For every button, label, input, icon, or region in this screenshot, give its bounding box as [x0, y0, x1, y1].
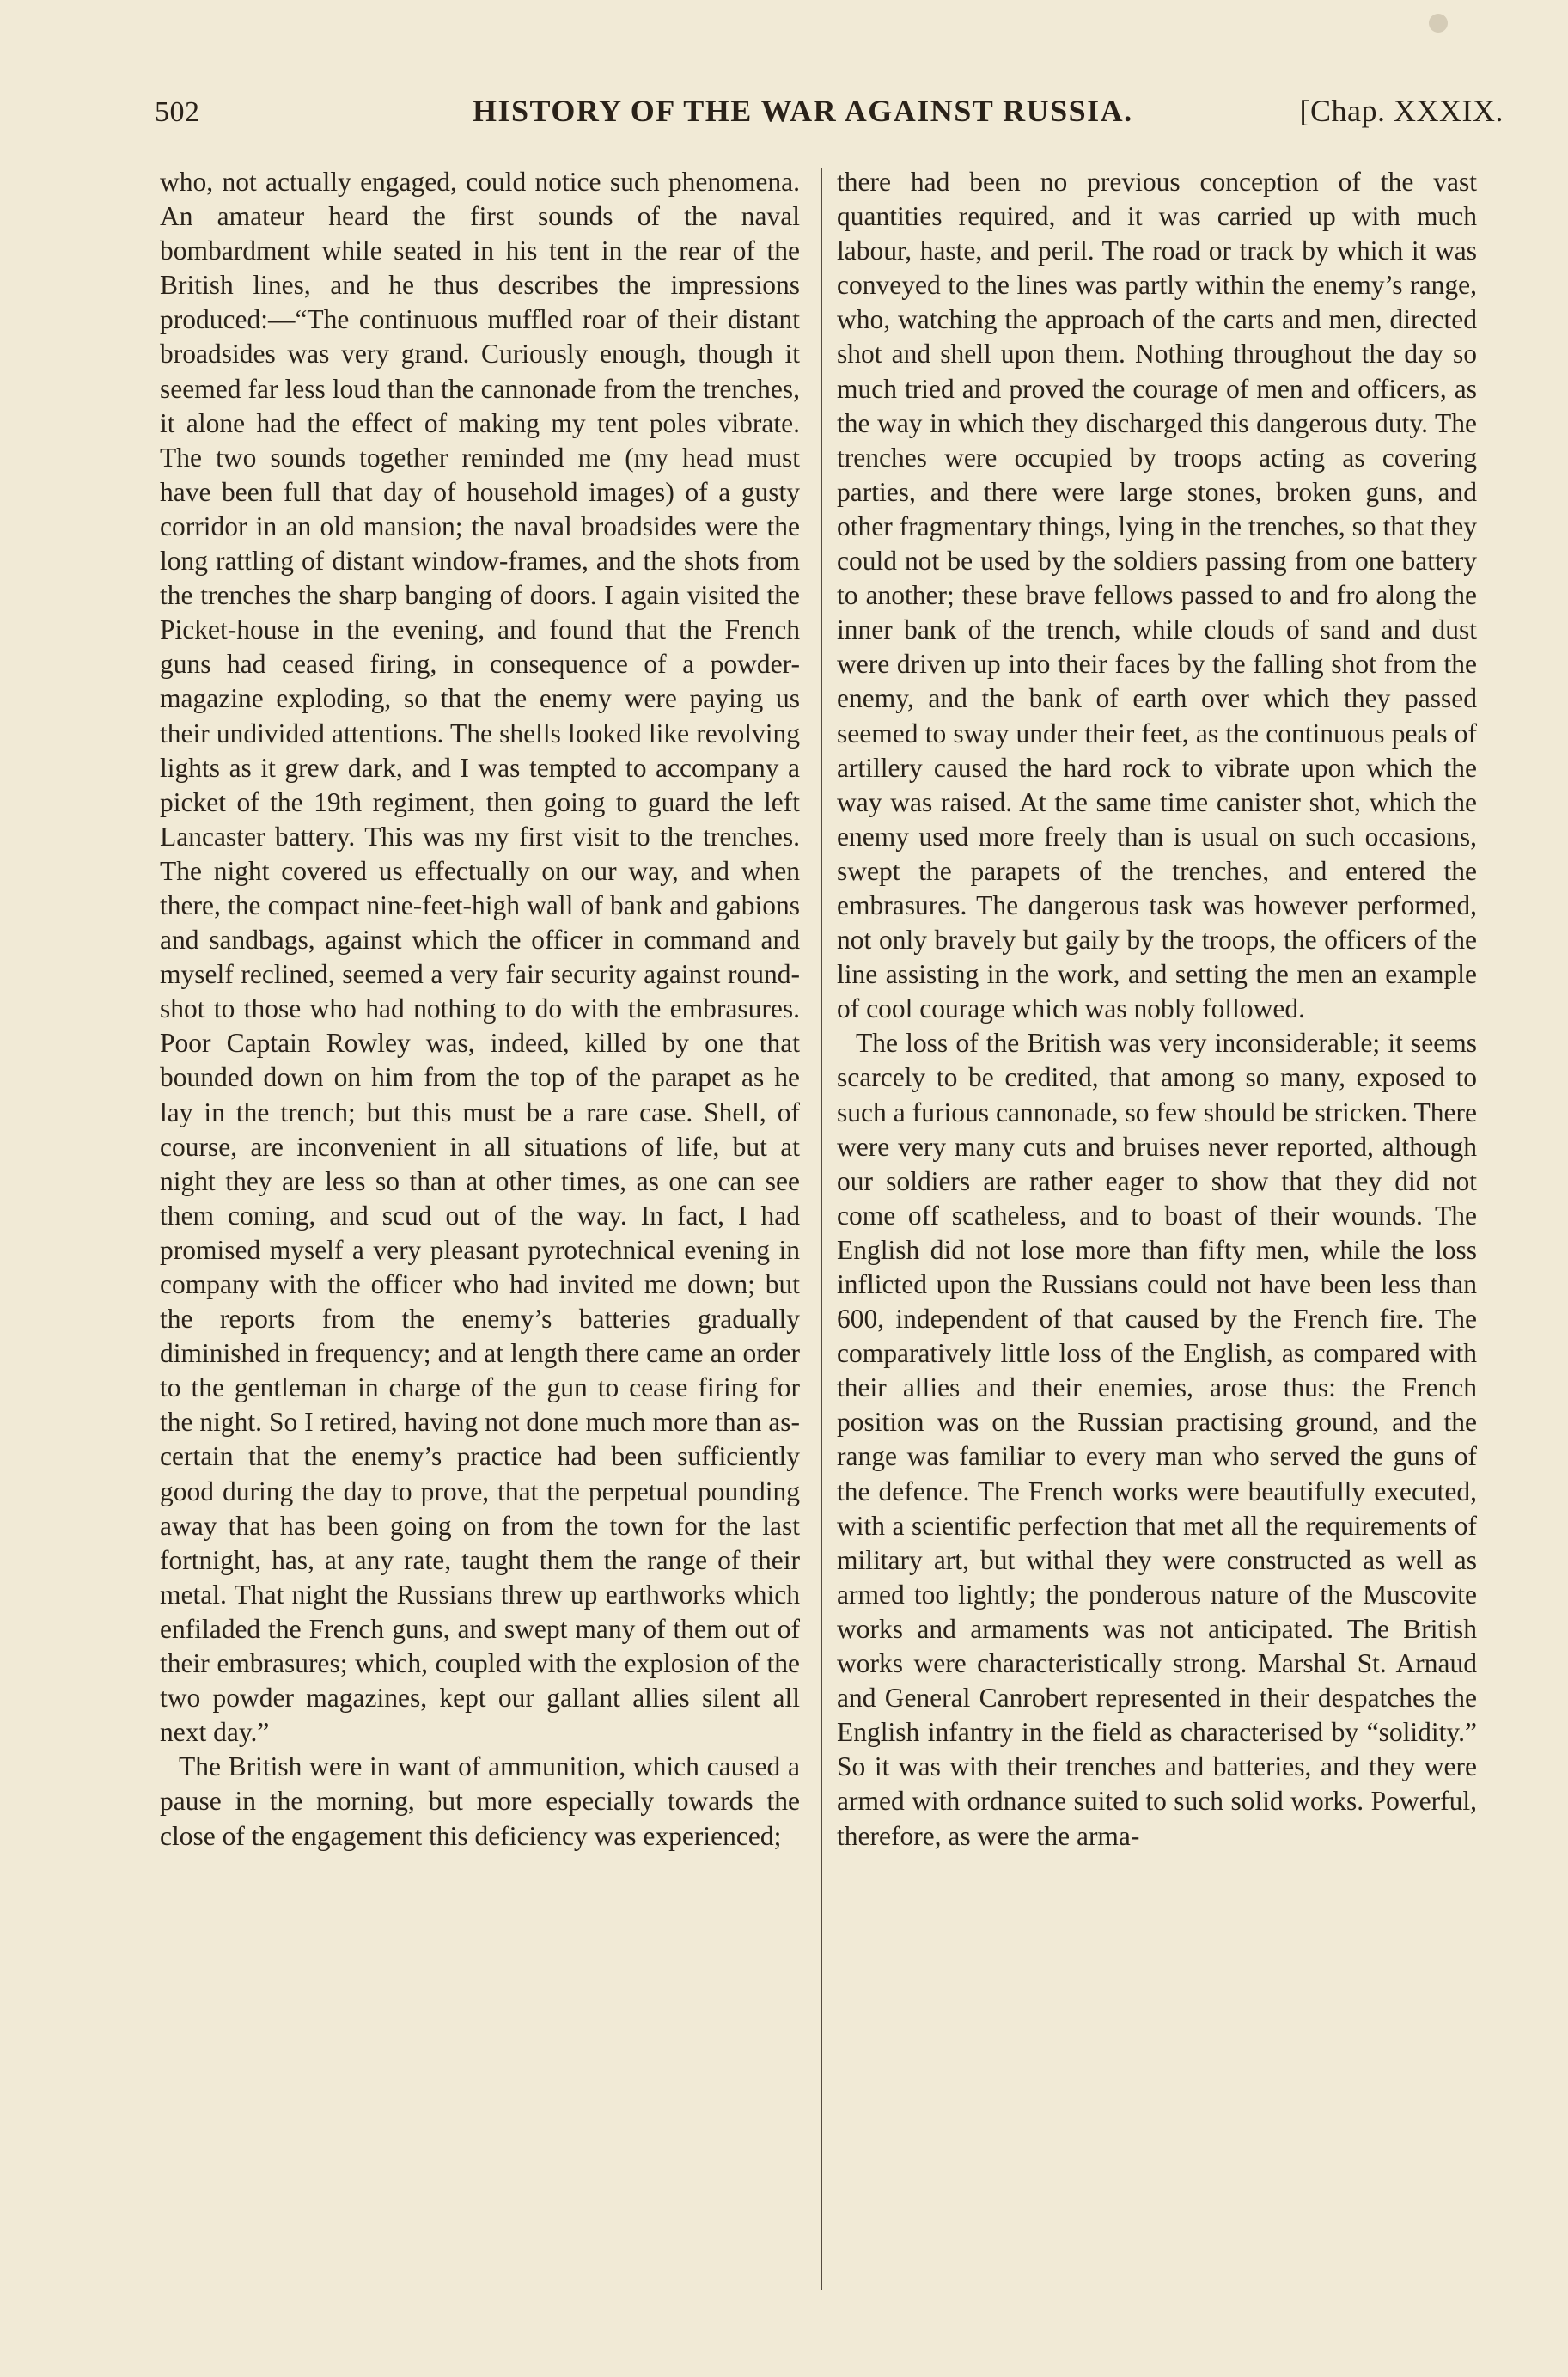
column-divider	[821, 168, 822, 2290]
right-column	[837, 165, 1477, 1854]
paragraph: The loss of the British was very inconsiderable; it seems scarcely to be credited, that among so many, exposed to such a furious cannonade, so few should be stricken. There were very many cuts and bruises never reported, although our soldiers are rather eager to show that they did not come off scatheless, and to boast of their wounds. The English did not lose more than fifty men, while the loss inflicted upon the Russians could not have been less than 600, independent of that caused by the French fire. The comparatively little loss of the English, as compared with their allies and their enemies, arose thus: the French position was on the Russian practising ground, and the range was familiar to every man who served the guns of the defence. The French works were beautifully executed, with a scientific perfection that met all the requirements of military art, but withal they were constructed as well as armed too lightly; the ponderous nature of the Muscovite works and armaments was not anticipated. The British works were characteristically strong. Marshal St. Arnaud and General Canrobert represented in their despatches the English infantry in the field as characterised by “solidity.” So it was with their trenches and batteries, and they were armed with ordnance suited to such solid works. Powerful, therefore, as were the arma-	[837, 1028, 1477, 1851]
chapter-label: [Chap. XXXIX.	[1299, 94, 1504, 128]
left-column	[160, 165, 800, 1854]
paper-stain	[1429, 14, 1448, 33]
page-number: 502	[155, 96, 200, 128]
running-title: HISTORY OF THE WAR AGAINST RUSSIA.	[473, 94, 1133, 128]
paragraph: there had been no previous conception of the vast quantities required, and it was carried up with much labour, haste, and peril. The road or track by which it was conveyed to the lines was partly within the enemy’s range, who, watching the approach of the carts and men, directed shot and shell upon them. Nothing throughout the day so much tried and proved the courage of men and officers, as the way in which they discharged this dangerous duty. The trenches were occupied by troops acting as covering parties, and there were large stones, broken guns, and other fragmentary things, lying in the trenches, so that they could not be used by the soldiers passing from one battery to another; these brave fellows passed to and fro along the inner bank of the trench, while clouds of sand and dust were driven up into their faces by the falling shot from the enemy, and the bank of earth over which they passed seemed to sway under their feet, as the continuous peals of artillery caused the hard rock to vibrate upon which the way was raised. At the same time canister shot, which the enemy used more freely than is usual on such occasions, swept the parapets of the trenches, and entered the embrasures. The dangerous task was however performed, not only bravely but gaily by the troops, the officers of the line assisting in the work, and setting the men an example of cool courage which was nobly followed.	[837, 167, 1477, 1024]
running-header	[155, 93, 1504, 134]
paragraph: The British were in want of ammunition, which caused a pause in the morning, but more especially towards the close of the engagement this deficiency was experienced;	[160, 1751, 800, 1851]
paragraph: who, not actually engaged, could notice such phenomena. An amateur heard the first sounds of the naval bombardment while seated in his tent in the rear of the British lines, and he thus describes the impressions produced:—“The continuous muffled roar of their distant broadsides was very grand. Curiously enough, though it seemed far less loud than the cannonade from the trenches, it alone had the effect of making my tent poles vibrate. The two sounds together reminded me (my head must have been full that day of household images) of a gusty corridor in an old mansion; the naval broadsides were the long rattling of distant window-frames, and the shots from the trenches the sharp banging of doors. I again visited the Picket-house in the evening, and found that the French guns had ceased firing, in consequence of a powder-magazine exploding, so that the enemy were paying us their undivided attentions. The shells looked like revolving lights as it grew dark, and I was tempted to accompany a picket of the 19th regiment, then going to guard the left Lancaster battery. This was my first visit to the trenches. The night covered us effectually on our way, and when there, the compact nine-feet-high wall of bank and gabions and sandbags, against which the officer in command and myself reclined, seemed a very fair security against round-shot to those who had nothing to do with the embrasures. Poor Captain Rowley was, indeed, killed by one that bounded down on him from the top of the parapet as he lay in the trench; but this must be a rare case. Shell, of course, are inconvenient in all situations of life, but at night they are less so than at other times, as one can see them coming, and scud out of the way. In fact, I had promised myself a very pleasant pyrotechnical evening in company with the officer who had invited me down; but the reports from the enemy’s batteries gradually diminished in frequency; and at length there came an order to the gentleman in charge of the gun to cease firing for the night. So I retired, having not done much more than ascertain that the enemy’s practice had been sufficiently good during the day to prove, that the perpetual pounding away that has been going on from the town for the last fortnight, has, at any rate, taught them the range of their metal. That night the Russians threw up earthworks which enfiladed the French guns, and swept many of them out of their embrasures; which, coupled with the explosion of the two powder magazines, kept our gallant allies silent all next day.”	[160, 167, 800, 1748]
